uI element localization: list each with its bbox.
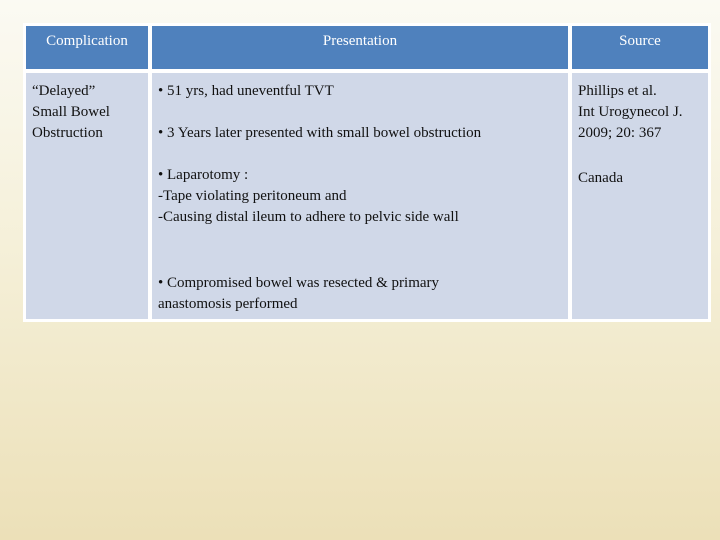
source-line: Int Urogynecol J. (578, 104, 683, 120)
source-country: Canada (578, 170, 623, 186)
complication-line: Obstruction (32, 125, 103, 141)
presentation-point: • 3 Years later presented with small bowel obstruction (158, 125, 482, 141)
source-line: Phillips et al. (578, 83, 657, 99)
header-complication: Complication (24, 24, 150, 71)
table-header-row (24, 24, 710, 71)
presentation-point: • Laparotomy : -Tape violating peritoneum and -Causing distal ileum to adhere to pelvic side wall (158, 167, 459, 225)
complication-cell (24, 71, 150, 321)
table-row (24, 71, 710, 321)
complication-line: Small Bowel (32, 104, 110, 120)
presentation-point: • 51 yrs, had uneventful TVT (158, 83, 334, 99)
presentation-point: • Compromised bowel was resected & primary anastomosis performed (158, 275, 440, 312)
complication-table (23, 23, 711, 322)
presentation-cell (150, 71, 570, 321)
source-line: 2009; 20: 367 (578, 125, 662, 141)
complication-line: “Delayed” (32, 83, 96, 99)
source-cell (570, 71, 710, 321)
header-source: Source (570, 24, 710, 71)
source-citation (578, 81, 702, 144)
header-presentation: Presentation (150, 24, 570, 71)
